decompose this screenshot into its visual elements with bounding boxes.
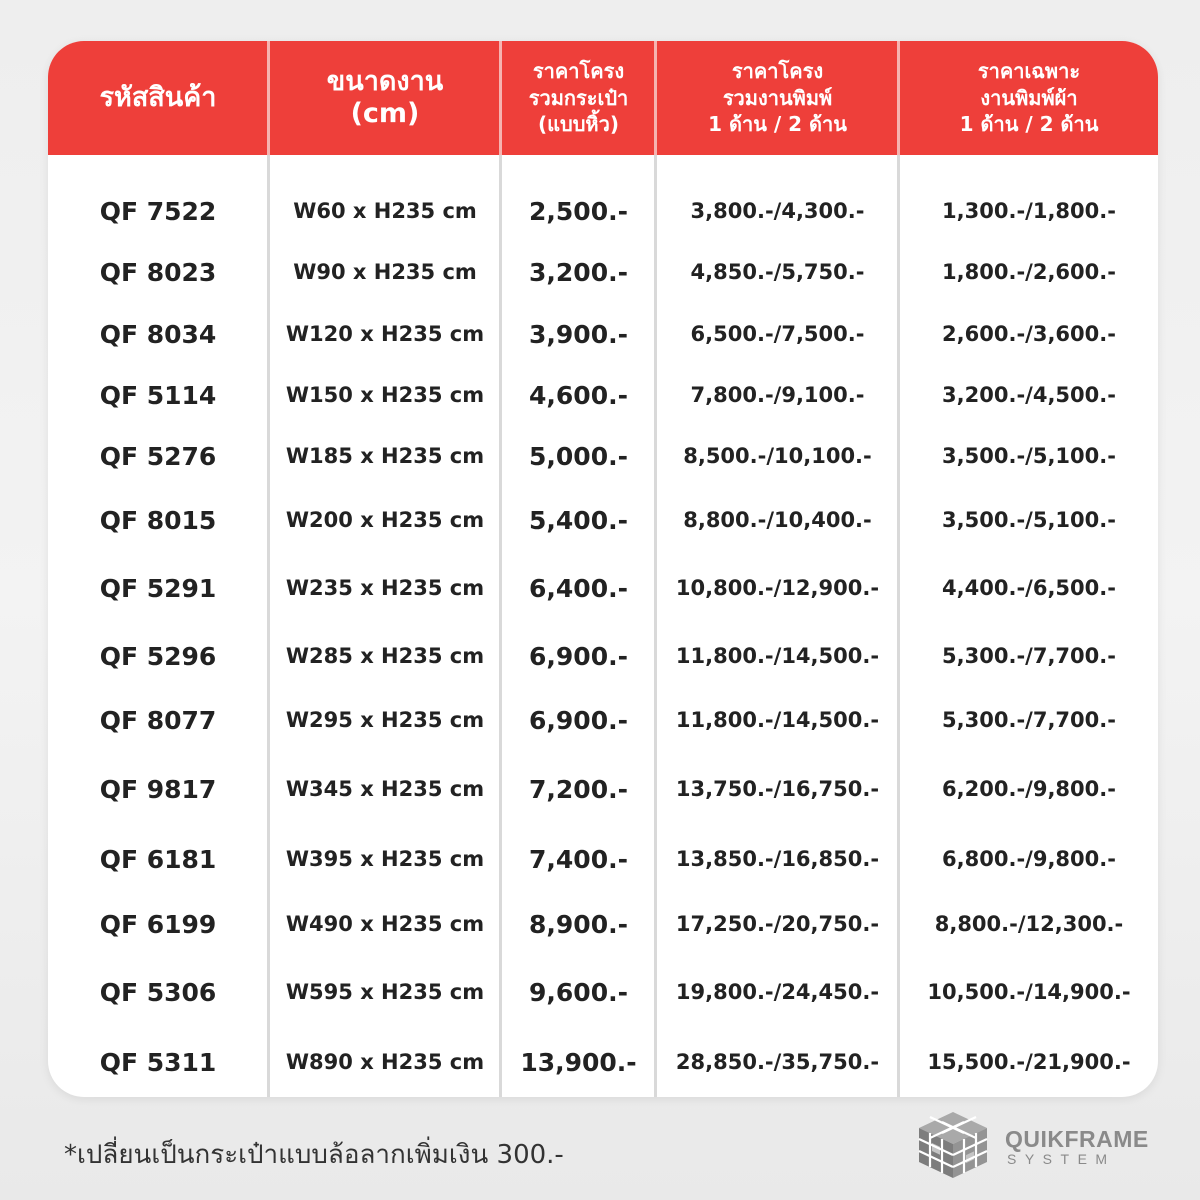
table-row — [48, 314, 1158, 354]
price-frame-with-bag: 7,400.- — [529, 844, 628, 874]
price-print-only: 8,800.-/12,300.- — [934, 912, 1124, 936]
header-divider — [267, 41, 270, 155]
table-row — [48, 191, 1158, 231]
price-print-only: 1,300.-/1,800.- — [942, 199, 1116, 223]
product-code: QF 5296 — [99, 641, 217, 671]
product-code: QF 5306 — [99, 977, 217, 1007]
quikframe-logo — [917, 1110, 1157, 1180]
price-frame-with-bag: 13,900.- — [520, 1047, 637, 1077]
table-row — [48, 636, 1158, 676]
product-size: W60 x H235 cm — [293, 199, 477, 223]
product-size: W90 x H235 cm — [293, 260, 477, 284]
product-code: QF 5291 — [99, 573, 217, 603]
price-frame-with-print: 19,800.-/24,450.- — [675, 980, 880, 1004]
price-print-only: 15,500.-/21,900.- — [927, 1050, 1131, 1074]
price-frame-with-print: 8,800.-/10,400.- — [683, 508, 872, 532]
product-code: QF 8023 — [99, 257, 217, 287]
header-frame-with-print: ราคาโครง รวมงานพิมพ์ 1 ด้าน / 2 ด้าน — [708, 59, 847, 137]
table-row — [48, 972, 1158, 1012]
product-size: W345 x H235 cm — [285, 777, 485, 801]
table-row — [48, 1042, 1158, 1082]
product-code: QF 5114 — [99, 380, 217, 410]
table-row — [48, 436, 1158, 476]
product-code: QF 6199 — [99, 909, 217, 939]
product-size: W395 x H235 cm — [285, 847, 485, 871]
price-frame-with-bag: 2,500.- — [529, 196, 628, 226]
price-print-only: 10,500.-/14,900.- — [927, 980, 1131, 1004]
price-print-only: 6,800.-/9,800.- — [942, 847, 1116, 871]
logo-wordmark: QUIKFRAME — [1005, 1126, 1149, 1152]
table-row — [48, 375, 1158, 415]
price-frame-with-bag: 6,400.- — [529, 573, 628, 603]
price-frame-with-print: 10,800.-/12,900.- — [675, 576, 880, 600]
price-frame-with-print: 6,500.-/7,500.- — [690, 322, 865, 346]
header-divider — [654, 41, 657, 155]
price-print-only: 4,400.-/6,500.- — [942, 576, 1116, 600]
price-frame-with-bag: 9,600.- — [529, 977, 628, 1007]
price-print-only: 3,200.-/4,500.- — [942, 383, 1116, 407]
price-frame-with-print: 7,800.-/9,100.- — [690, 383, 865, 407]
header-print-only: ราคาเฉพาะ งานพิมพ์ผ้า 1 ด้าน / 2 ด้าน — [959, 59, 1099, 137]
product-size: W235 x H235 cm — [285, 576, 485, 600]
table-row — [48, 700, 1158, 740]
price-frame-with-bag: 6,900.- — [529, 641, 628, 671]
price-print-only: 6,200.-/9,800.- — [942, 777, 1116, 801]
product-code: QF 9817 — [99, 774, 217, 804]
price-print-only: 1,800.-/2,600.- — [942, 260, 1116, 284]
price-frame-with-bag: 4,600.- — [529, 380, 628, 410]
price-frame-with-print: 11,800.-/14,500.- — [675, 644, 880, 668]
price-print-only: 5,300.-/7,700.- — [942, 644, 1116, 668]
table-row — [48, 252, 1158, 292]
footnote: *เปลี่ยนเป็นกระเป๋าแบบล้อลากเพิ่มเงิน 300.- — [64, 1140, 564, 1170]
product-size: W295 x H235 cm — [285, 708, 485, 732]
product-code: QF 8077 — [99, 705, 217, 735]
product-code: QF 5311 — [99, 1047, 217, 1077]
header-product-code: รหัสสินค้า — [99, 81, 217, 113]
price-frame-with-bag: 8,900.- — [529, 909, 628, 939]
price-print-only: 3,500.-/5,100.- — [942, 444, 1116, 468]
table-row — [48, 500, 1158, 540]
cube-logo-icon — [917, 1110, 989, 1180]
table-row — [48, 769, 1158, 809]
price-table-card — [48, 41, 1158, 1097]
table-header — [48, 41, 1158, 155]
price-frame-with-print: 11,800.-/14,500.- — [675, 708, 880, 732]
price-frame-with-print: 3,800.-/4,300.- — [690, 199, 865, 223]
header-divider — [499, 41, 502, 155]
price-frame-with-print: 13,850.-/16,850.- — [675, 847, 880, 871]
product-code: QF 8015 — [99, 505, 217, 535]
product-code: QF 6181 — [99, 844, 217, 874]
price-frame-with-print: 17,250.-/20,750.- — [675, 912, 880, 936]
price-frame-with-print: 8,500.-/10,100.- — [683, 444, 872, 468]
product-size: W185 x H235 cm — [285, 444, 485, 468]
logo-subtitle: SYSTEM — [1007, 1151, 1116, 1167]
table-row — [48, 568, 1158, 608]
header-frame-with-bag: ราคาโครง รวมกระเป๋า (แบบหิ้ว) — [528, 59, 629, 137]
price-frame-with-print: 4,850.-/5,750.- — [690, 260, 865, 284]
price-frame-with-bag: 3,200.- — [529, 257, 628, 287]
product-code: QF 7522 — [99, 196, 217, 226]
header-divider — [897, 41, 900, 155]
price-frame-with-bag: 3,900.- — [529, 319, 628, 349]
product-size: W490 x H235 cm — [285, 912, 485, 936]
price-print-only: 5,300.-/7,700.- — [942, 708, 1116, 732]
table-row — [48, 904, 1158, 944]
table-row — [48, 839, 1158, 879]
price-frame-with-bag: 7,200.- — [529, 774, 628, 804]
product-size: W150 x H235 cm — [285, 383, 485, 407]
price-frame-with-bag: 5,400.- — [529, 505, 628, 535]
product-size: W595 x H235 cm — [285, 980, 485, 1004]
product-size: W285 x H235 cm — [285, 644, 485, 668]
price-frame-with-bag: 6,900.- — [529, 705, 628, 735]
price-print-only: 2,600.-/3,600.- — [942, 322, 1116, 346]
product-size: W120 x H235 cm — [285, 322, 485, 346]
product-code: QF 5276 — [99, 441, 217, 471]
product-size: W890 x H235 cm — [285, 1050, 485, 1074]
price-frame-with-print: 28,850.-/35,750.- — [675, 1050, 880, 1074]
product-code: QF 8034 — [99, 319, 217, 349]
price-frame-with-bag: 5,000.- — [529, 441, 628, 471]
product-size: W200 x H235 cm — [285, 508, 485, 532]
price-frame-with-print: 13,750.-/16,750.- — [675, 777, 880, 801]
header-size: ขนาดงาน (cm) — [326, 65, 444, 129]
price-print-only: 3,500.-/5,100.- — [942, 508, 1116, 532]
